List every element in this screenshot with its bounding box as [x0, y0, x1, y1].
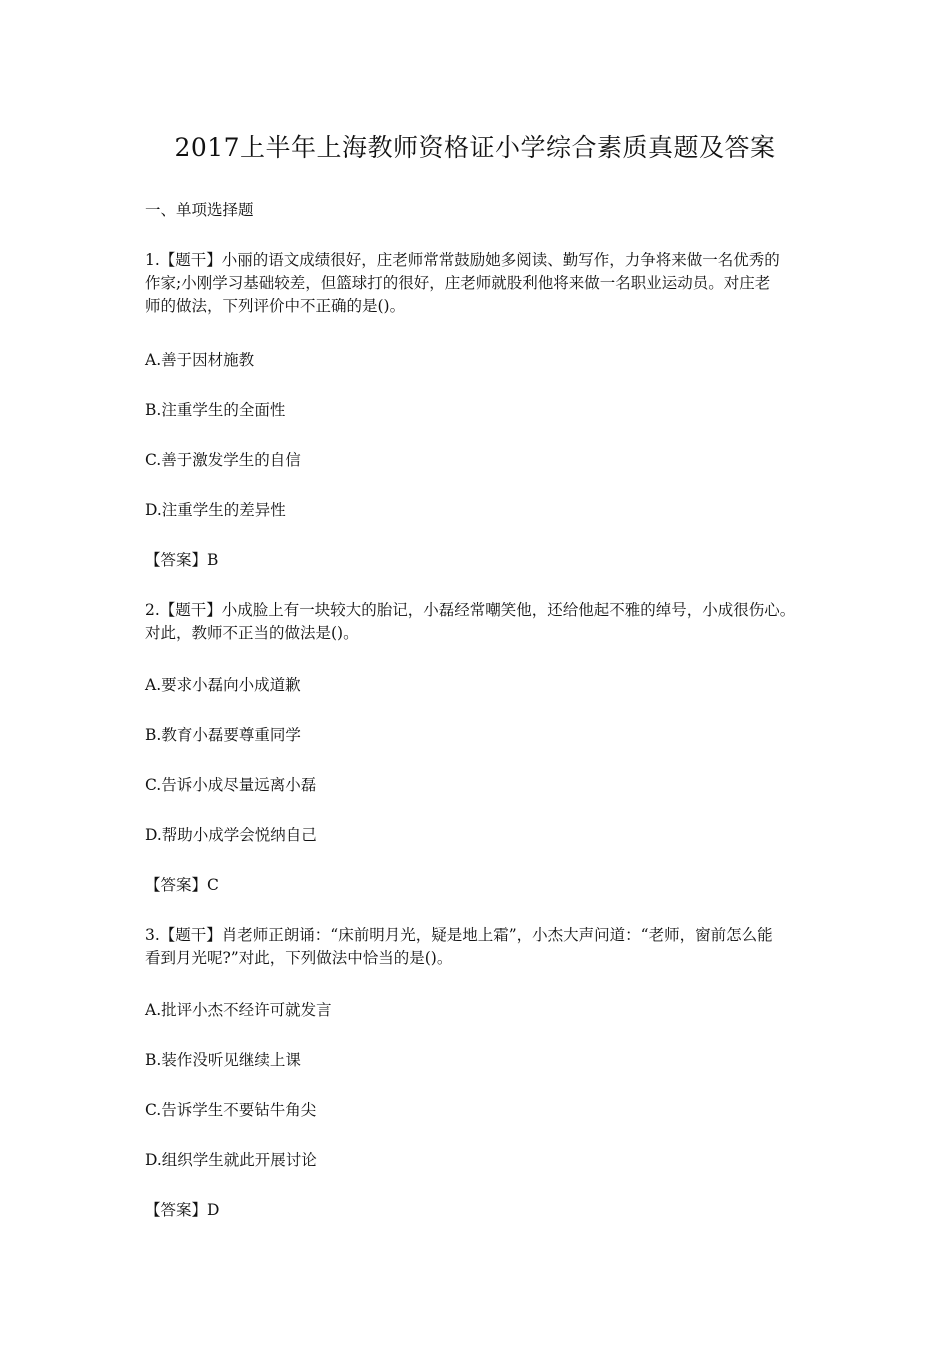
- question-1-option-b: B.注重学生的全面性: [145, 401, 286, 419]
- question-3-stem: [145, 924, 825, 970]
- question-1-option-d: D.注重学生的差异性: [145, 501, 286, 519]
- question-3-option-a: A.批评小杰不经许可就发言: [145, 1001, 332, 1019]
- question-1-stem-line: 1.【题干】小丽的语文成绩很好，庄老师常常鼓励她多阅读、勤写作，力争将来做一名优秀的: [145, 251, 780, 269]
- question-2-option-a: A.要求小磊向小成道歉: [145, 676, 301, 694]
- question-2-option-d: D.帮助小成学会悦纳自己: [145, 826, 317, 844]
- question-3-option-b: B.装作没听见继续上课: [145, 1051, 301, 1069]
- question-1-option-a: A.善于因材施教: [145, 351, 255, 369]
- question-1-answer: 【答案】B: [145, 551, 219, 569]
- section-heading: 一、单项选择题: [145, 201, 254, 219]
- question-2-option-b: B.教育小磊要尊重同学: [145, 726, 301, 744]
- document-title: 2017上半年上海教师资格证小学综合素质真题及答案: [174, 133, 776, 162]
- question-3-stem-line: 3.【题干】肖老师正朗诵：“床前明月光，疑是地上霜”，小杰大声问道：“老师，窗前怎么能: [145, 926, 773, 944]
- question-1-stem-line: 作家;小刚学习基础较差，但篮球打的很好，庄老师就股利他将来做一名职业运动员。对庄老: [145, 274, 771, 292]
- question-2-stem-line: 2.【题干】小成脸上有一块较大的胎记，小磊经常嘲笑他，还给他起不雅的绰号，小成很伤心。: [145, 601, 796, 619]
- question-2-answer: 【答案】C: [145, 876, 219, 894]
- question-1-stem: [145, 249, 825, 318]
- question-2-option-c: C.告诉小成尽量远离小磊: [145, 776, 317, 794]
- question-3-stem-line: 看到月光呢?”对此，下列做法中恰当的是()。: [145, 949, 453, 967]
- question-2-stem: [145, 599, 825, 645]
- question-3-answer: 【答案】D: [145, 1201, 220, 1219]
- question-1-option-c: C.善于激发学生的自信: [145, 451, 301, 469]
- question-3-option-c: C.告诉学生不要钻牛角尖: [145, 1101, 317, 1119]
- question-2-stem-line: 对此，教师不正当的做法是()。: [145, 624, 359, 642]
- question-3-option-d: D.组织学生就此开展讨论: [145, 1151, 317, 1169]
- question-1-stem-line: 师的做法，下列评价中不正确的是()。: [145, 297, 406, 315]
